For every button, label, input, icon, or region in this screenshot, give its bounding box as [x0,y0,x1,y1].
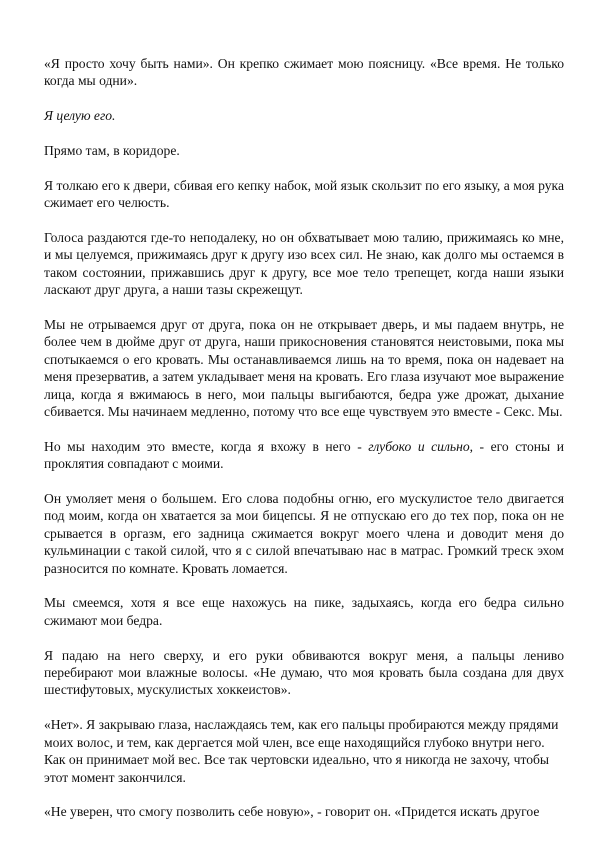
paragraph-10: Я падаю на него сверху, и его руки обвиваются вокруг меня, а пальцы лениво перебирают мои влажные волосы. «Не думаю, что моя кровать была создана для двух шестифутовых, мускулистых хоккеистов». [44,647,564,698]
paragraph-7-end: , - его стоны и проклятия совпадают с моими. [44,438,564,472]
paragraph-3: Прямо там, в коридоре. [44,143,180,158]
paragraph-2 [44,107,564,124]
paragraph-7 [44,438,564,473]
paragraph-1: «Я просто хочу быть нами». Он крепко сжимает мою поясницу. «Все время. Не только когда мы одни». [44,56,564,89]
body-text [44,55,564,821]
paragraph-7-italic: глубоко и сильно [368,438,470,454]
paragraph-5: Голоса раздаются где-то неподалеку, но он обхватывает мою талию, прижимаясь ко мне, и мы целуемся, прижимаясь друг к другу изо всех сил. Не знаю, как долго мы остаемся в таком состоянии, прижавшись друг к другу, все мое тело трепещет, когда наши языки ласкают друг друга, а наши тазы скрежещут. [44,230,564,298]
italic-line: Я целую его. [44,108,116,124]
paragraph-11: «Нет». Я закрываю глаза, наслаждаясь тем, как его пальцы пробираются между прядями моих волос, и тем, как дергается мой член, все еще находящийся глубоко внутри него. Как он принимает мой вес. Все так чертовски идеально, что я никогда не захочу, чтобы этот момент закончился. [44,717,559,785]
paragraph-4: Я толкаю его к двери, сбивая его кепку набок, мой язык скользит по его языку, а моя рука сжимает его челюсть. [44,177,564,211]
paragraph-6: Мы не отрываемся друг от друга, пока он не открывает дверь, и мы падаем внутрь, не более чем в дюйме друг от друга, наши прикосновения становятся неистовыми, пока мы спотыкаемся о его кровать. Мы останавливаемся лишь на то время, пока он надевает на меня презерватив, а затем укладывает меня на кровать. Его глаза изучают мое выражение лица, когда я вжимаюсь в него, мои пальцы выгибаются, бедра уже дрожат, дыхание сбивается. Мы начинаем медленно, потому что все еще чувствуем это вместе - Секс. Мы. [44,317,564,420]
paragraph-8: Он умоляет меня о большем. Его слова подобны огню, его мускулистое тело двигается под моим, когда он хватается за мои бицепсы. Я не отпускаю его до тех пор, пока он не срывается в оргазм, его задница сжимается вокруг моего члена и доводит меня до кульминации с такой силой, что я с силой впечатываю нас в матрас. Громкий треск эхом разносится по комнате. Кровать ломается. [44,491,564,576]
paragraph-12: «Не уверен, что смогу позволить себе новую», - говорит он. «Придется искать другое [44,804,540,820]
paragraph-7-start: Но мы находим это вместе, когда я вхожу в него - [44,438,369,454]
paragraph-9: Мы смеемся, хотя я все еще нахожусь на пике, задыхаясь, когда его бедра сильно сжимают мои бедра. [44,595,564,628]
